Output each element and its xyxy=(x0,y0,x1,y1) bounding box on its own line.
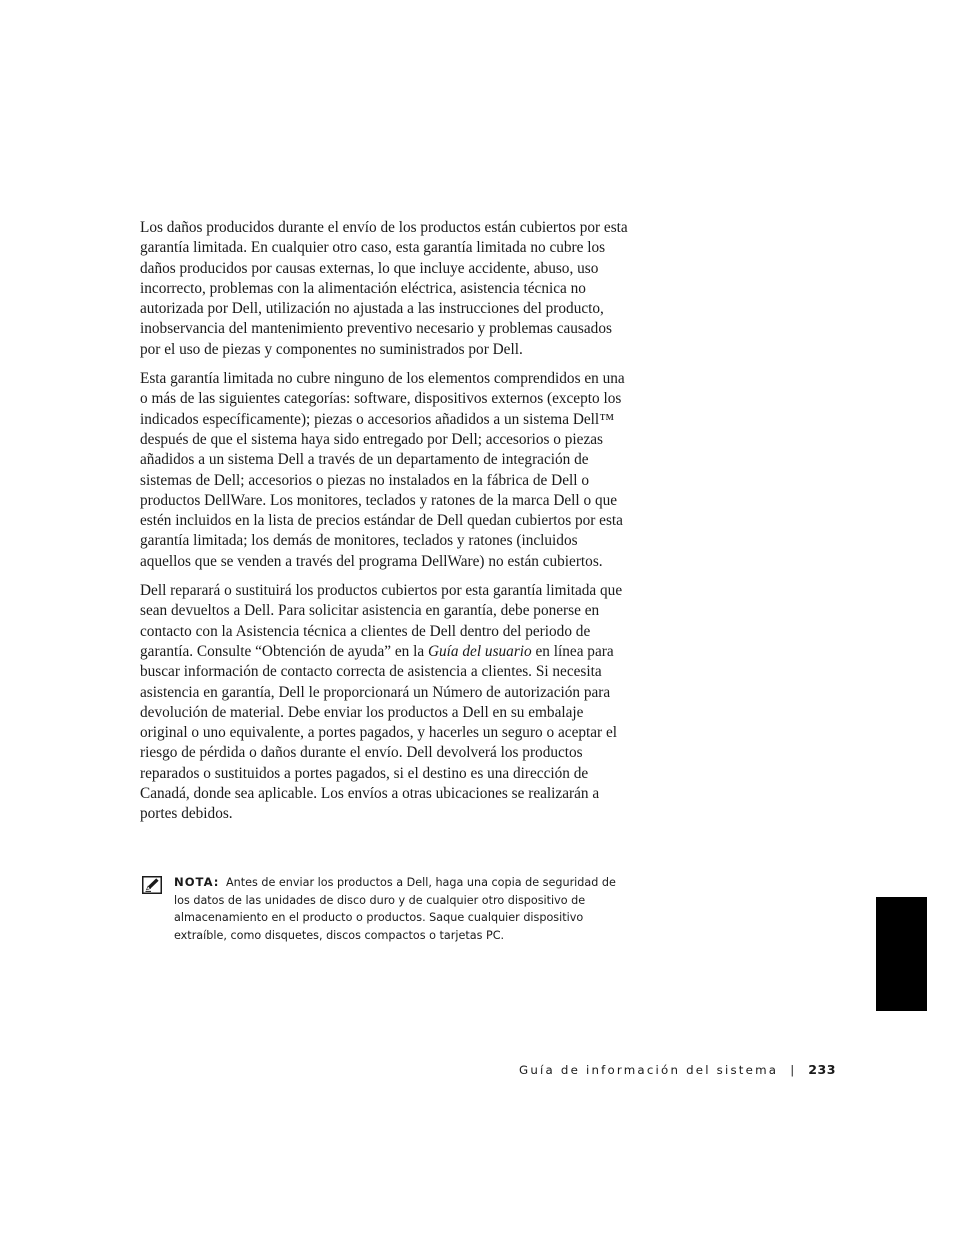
chapter-thumb-tab xyxy=(876,897,927,1011)
paragraph-exclusions: Esta garantía limitada no cubre ninguno de los elementos comprendidos en una o más de las siguientes categorías: software, dispositivos externos (excepto los indicados específicamente); piezas o accesorios añadidos a un sistema Dell™ después de que el sistema haya sido entregado por Dell; accesorios o piezas añadidos a un sistema Dell a través de un departamento de integración de sistemas de Dell; accesorios o piezas no instalados en la fábrica de Dell o productos DellWare. Los monitores, teclados y ratones de la marca Dell o que estén incluidos en la lista de precios estándar de Dell quedan cubiertos por esta garantía limitada; los demás de monitores, teclados y ratones (incluidos aquellos que se venden a través del programa DellWare) no están cubiertos. xyxy=(140,370,625,570)
pencil-note-icon xyxy=(142,876,162,894)
users-guide-reference: Guía del usuario xyxy=(427,642,532,660)
paragraph-repair-text-end: en línea para buscar información de contacto correcta de asistencia a clientes. Si necesita asistencia en garantía, Dell le proporcionará un Número de autorización para devolución de material. Debe enviar los productos a Dell en su embalaje original o uno equivalente, a portes pagados, y hacerles un seguro o aceptar el riesgo de pérdida o daños durante el envío. Dell devolverá los productos reparados o sustituidos a portes pagados, si el destino es una dirección de Canadá, donde sea aplicable. Los envíos a otras ubicaciones se realizarán a portes debidos. xyxy=(140,642,618,823)
paragraph-repair-replace xyxy=(140,581,630,825)
note-text: Antes de enviar los productos a Dell, haga una copia de seguridad de los datos de las unidades de disco duro y de cualquier otro dispositivo de almacenamiento en el producto o productos. Saque cualquier dispositivo extraíble, como disquetes, discos compactos o tarjetas PC. xyxy=(174,876,616,942)
paragraph-shipping-damage: Los daños producidos durante el envío de los productos están cubiertos por esta garantía limitada. En cualquier otro caso, esta garantía limitada no cubre los daños producidos por causas externas, lo que incluye accidente, abuso, uso incorrecto, problemas con la alimentación eléctrica, asistencia técnica no autorizada por Dell, utilización no ajustada a las instrucciones del producto, inobservancia del mantenimiento preventivo necesario y problemas causados por el uso de piezas y componentes no suministrados por Dell. xyxy=(140,219,628,358)
footer-title: Guía de información del sistema xyxy=(519,1063,779,1077)
body-text xyxy=(140,218,630,834)
note-content xyxy=(174,874,632,944)
footer-separator: | xyxy=(790,1063,795,1077)
note-box xyxy=(140,874,632,944)
note-label: NOTA: xyxy=(174,875,220,889)
paragraph-repair-text-start: Dell reparará o sustituirá los productos cubiertos por esta garantía limitada que sean devueltos a Dell. Para solicitar asistencia en garantía, debe ponerse en contacto con la Asistencia técnica a clientes de Dell dentro del periodo de garantía. Consulte “Obtención de ayuda” en la xyxy=(140,582,623,660)
page-footer xyxy=(519,1062,836,1077)
page-number: 233 xyxy=(808,1062,836,1077)
